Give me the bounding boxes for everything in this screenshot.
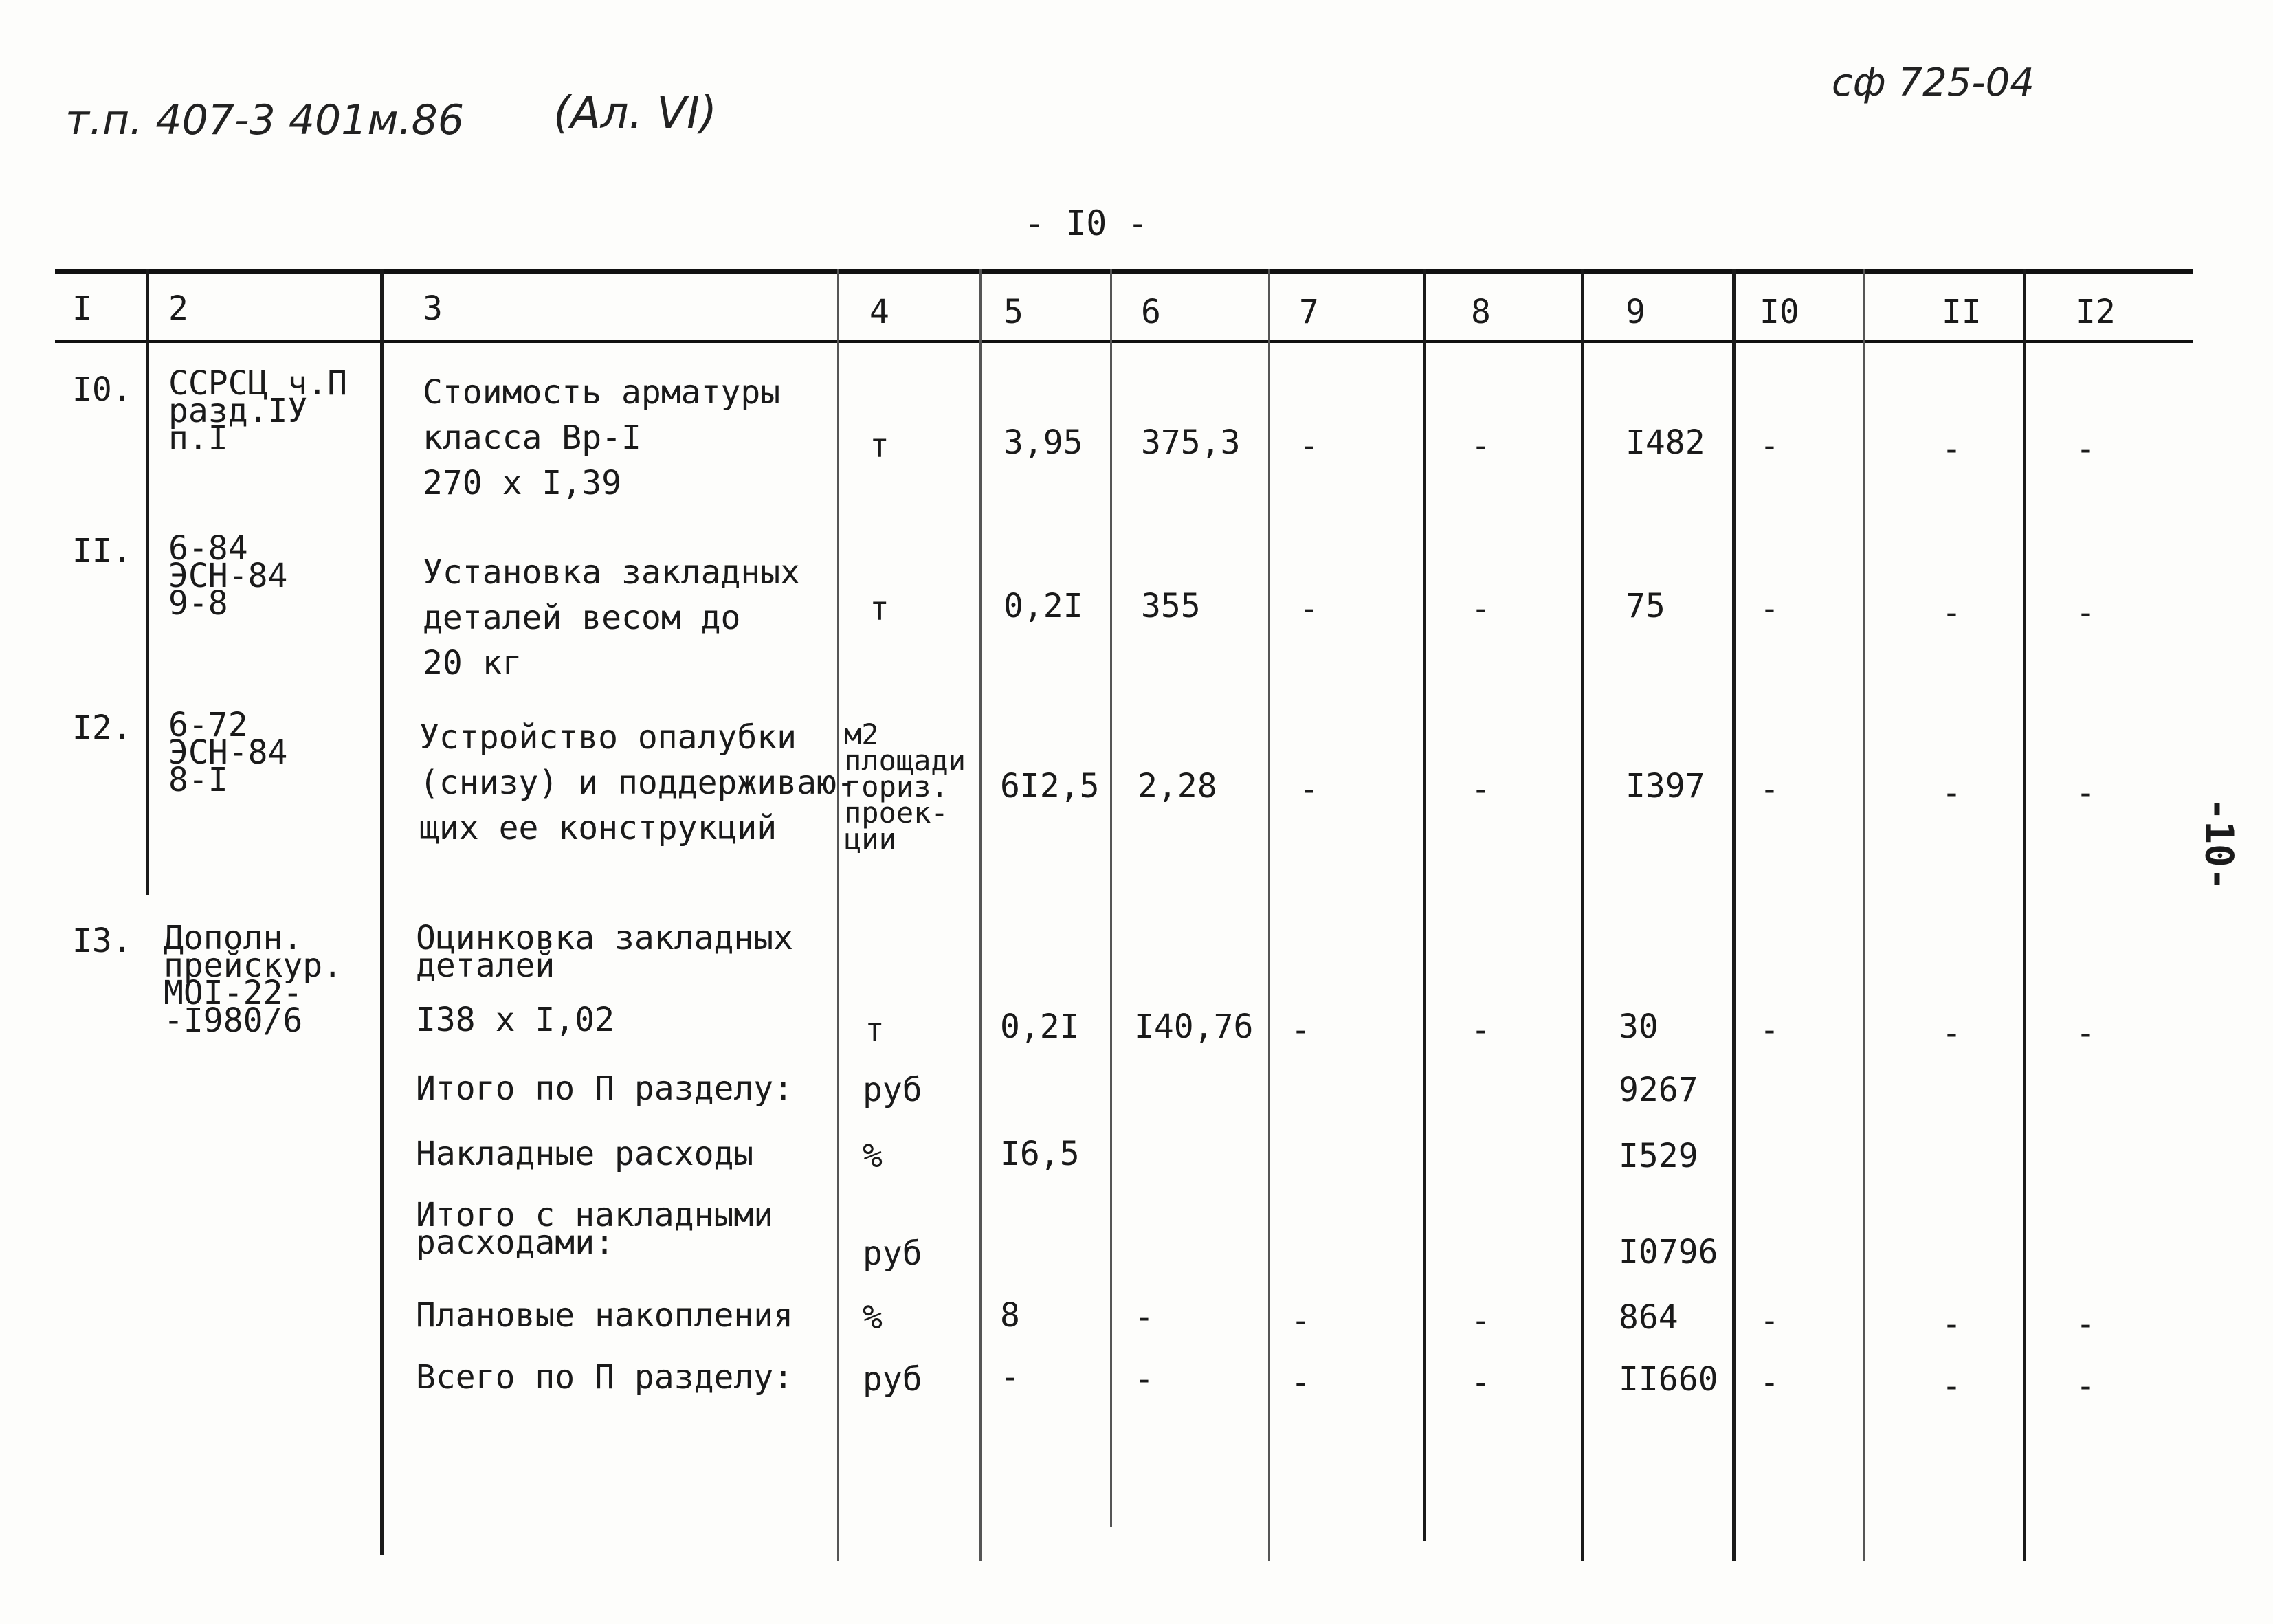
row-col7: -	[1291, 1011, 1311, 1049]
row-col9: 75	[1626, 587, 1665, 625]
row-col7: -	[1299, 590, 1319, 628]
header-cell: I	[72, 289, 92, 328]
col-divider-10	[1863, 269, 1865, 1561]
summary-quantity: I6,5	[1000, 1135, 1080, 1173]
row-col12: -	[2076, 430, 2096, 469]
col-divider-8	[1581, 269, 1584, 1561]
summary-unit: %	[863, 1137, 883, 1175]
table-top-rule	[55, 269, 2193, 274]
row-col12: -	[2076, 774, 2096, 812]
row-name-formula: I38 х I,02	[416, 1001, 614, 1039]
row-col10: -	[1760, 1011, 1779, 1049]
doc-code: т.п. 407-3 401м.86	[65, 96, 465, 144]
side-page-number: -10-	[2196, 797, 2241, 891]
page-number: - I0 -	[1024, 203, 1149, 243]
row-unit: т	[869, 427, 889, 465]
row-col8: -	[1471, 590, 1491, 628]
summary-col9: II660	[1619, 1360, 1718, 1399]
row-col9: I397	[1626, 767, 1705, 805]
summary-col10: -	[1760, 1302, 1779, 1340]
summary-unit: руб	[863, 1071, 922, 1109]
row-col10: -	[1760, 427, 1779, 465]
row-col12: -	[2076, 594, 2096, 632]
row-quantity: 0,2I	[1004, 587, 1083, 625]
col-divider-5	[1110, 269, 1112, 1527]
row-reference: 6-84 ЭСН-84 9-8	[168, 529, 288, 623]
summary-col8: -	[1471, 1364, 1491, 1402]
header-cell: II	[1942, 293, 1982, 331]
header-cell: 3	[423, 289, 443, 328]
col-divider-1	[146, 269, 149, 895]
row-col11: -	[1942, 1014, 1962, 1053]
summary-col8: -	[1471, 1302, 1491, 1340]
header-cell: 8	[1471, 293, 1491, 331]
summary-col9: 864	[1619, 1298, 1678, 1337]
summary-price: -	[1134, 1360, 1154, 1399]
row-number: I2.	[72, 709, 132, 747]
summary-col11: -	[1942, 1305, 1962, 1344]
row-col8: -	[1471, 770, 1491, 809]
row-unit: т	[869, 590, 889, 628]
row-number: I3.	[72, 922, 132, 960]
summary-col12: -	[2076, 1305, 2096, 1344]
col-divider-2	[380, 269, 384, 1555]
header-cell: 9	[1626, 293, 1645, 331]
summary-price: -	[1134, 1298, 1154, 1337]
row-reference: Дополн. прейскур. МОI-22- -I980/6	[164, 919, 343, 1040]
summary-col7: -	[1291, 1364, 1311, 1402]
header-cell: I0	[1760, 293, 1799, 331]
row-col9: 30	[1619, 1008, 1659, 1046]
row-unit: т	[865, 1011, 885, 1049]
summary-quantity: 8	[1000, 1296, 1020, 1335]
col-divider-6	[1268, 269, 1270, 1561]
stamp-code: сф 725-04	[1832, 60, 2034, 105]
col-divider-9	[1732, 269, 1736, 1561]
row-col10: -	[1760, 770, 1779, 809]
summary-unit: руб	[863, 1360, 922, 1399]
row-col11: -	[1942, 430, 1962, 469]
row-price: 375,3	[1141, 423, 1241, 462]
col-divider-11	[2023, 269, 2026, 1561]
summary-col9: 9267	[1619, 1071, 1698, 1109]
summary-label: Итого с накладными расходами:	[416, 1196, 774, 1262]
row-col8: -	[1471, 427, 1491, 465]
row-col10: -	[1760, 590, 1779, 628]
row-col9: I482	[1626, 423, 1705, 462]
row-quantity: 3,95	[1004, 423, 1083, 462]
header-cell: 4	[869, 293, 889, 331]
row-name: Стоимость арматуры класса Вр-I 270 х I,39	[423, 373, 781, 502]
summary-quantity: -	[1000, 1358, 1020, 1397]
row-name: Оцинковка закладных деталей	[416, 919, 794, 985]
summary-col7: -	[1291, 1302, 1311, 1340]
header-cell: 2	[168, 289, 188, 328]
row-reference: ССРСЦ ч.П разд.IУ п.I	[168, 364, 348, 458]
col-divider-4	[979, 269, 982, 1561]
row-col7: -	[1299, 427, 1319, 465]
header-cell: 6	[1141, 293, 1161, 331]
row-name: Устройство опалубки (снизу) и поддерживаю- щих ее конструкций	[419, 718, 856, 847]
row-name: Установка закладных деталей весом до 20 кг	[423, 553, 801, 682]
row-number: I0.	[72, 370, 132, 409]
summary-unit: %	[863, 1298, 883, 1337]
table-header-rule	[55, 340, 2193, 343]
row-unit: м2 площади гориз. проек- ции	[844, 718, 966, 856]
row-price: 2,28	[1138, 767, 1217, 805]
summary-col10: -	[1760, 1364, 1779, 1402]
col-divider-7	[1423, 269, 1426, 1541]
row-col11: -	[1942, 594, 1962, 632]
summary-label: Накладные расходы	[416, 1135, 754, 1173]
row-quantity: 0,2I	[1000, 1008, 1080, 1046]
summary-col12: -	[2076, 1367, 2096, 1405]
row-reference: 6-72 ЭСН-84 8-I	[168, 706, 288, 799]
summary-label: Плановые накопления	[416, 1296, 794, 1335]
row-number: II.	[72, 532, 132, 570]
col-divider-3	[837, 269, 839, 1561]
header-cell: 5	[1004, 293, 1023, 331]
row-col7: -	[1299, 770, 1319, 809]
summary-col9: I0796	[1619, 1233, 1718, 1271]
row-col11: -	[1942, 774, 1962, 812]
summary-label: Всего по П разделу:	[416, 1358, 794, 1397]
summary-unit: руб	[863, 1234, 922, 1273]
header-cell: I2	[2076, 293, 2116, 331]
album-mark: (Ал. VI)	[553, 88, 717, 139]
row-price: 355	[1141, 587, 1201, 625]
row-col8: -	[1471, 1011, 1491, 1049]
summary-label: Итого по П разделу:	[416, 1069, 794, 1108]
row-col12: -	[2076, 1014, 2096, 1053]
row-quantity: 6I2,5	[1000, 767, 1100, 805]
summary-col9: I529	[1619, 1137, 1698, 1175]
header-cell: 7	[1299, 293, 1319, 331]
summary-col11: -	[1942, 1367, 1962, 1405]
row-price: I40,76	[1134, 1008, 1254, 1046]
